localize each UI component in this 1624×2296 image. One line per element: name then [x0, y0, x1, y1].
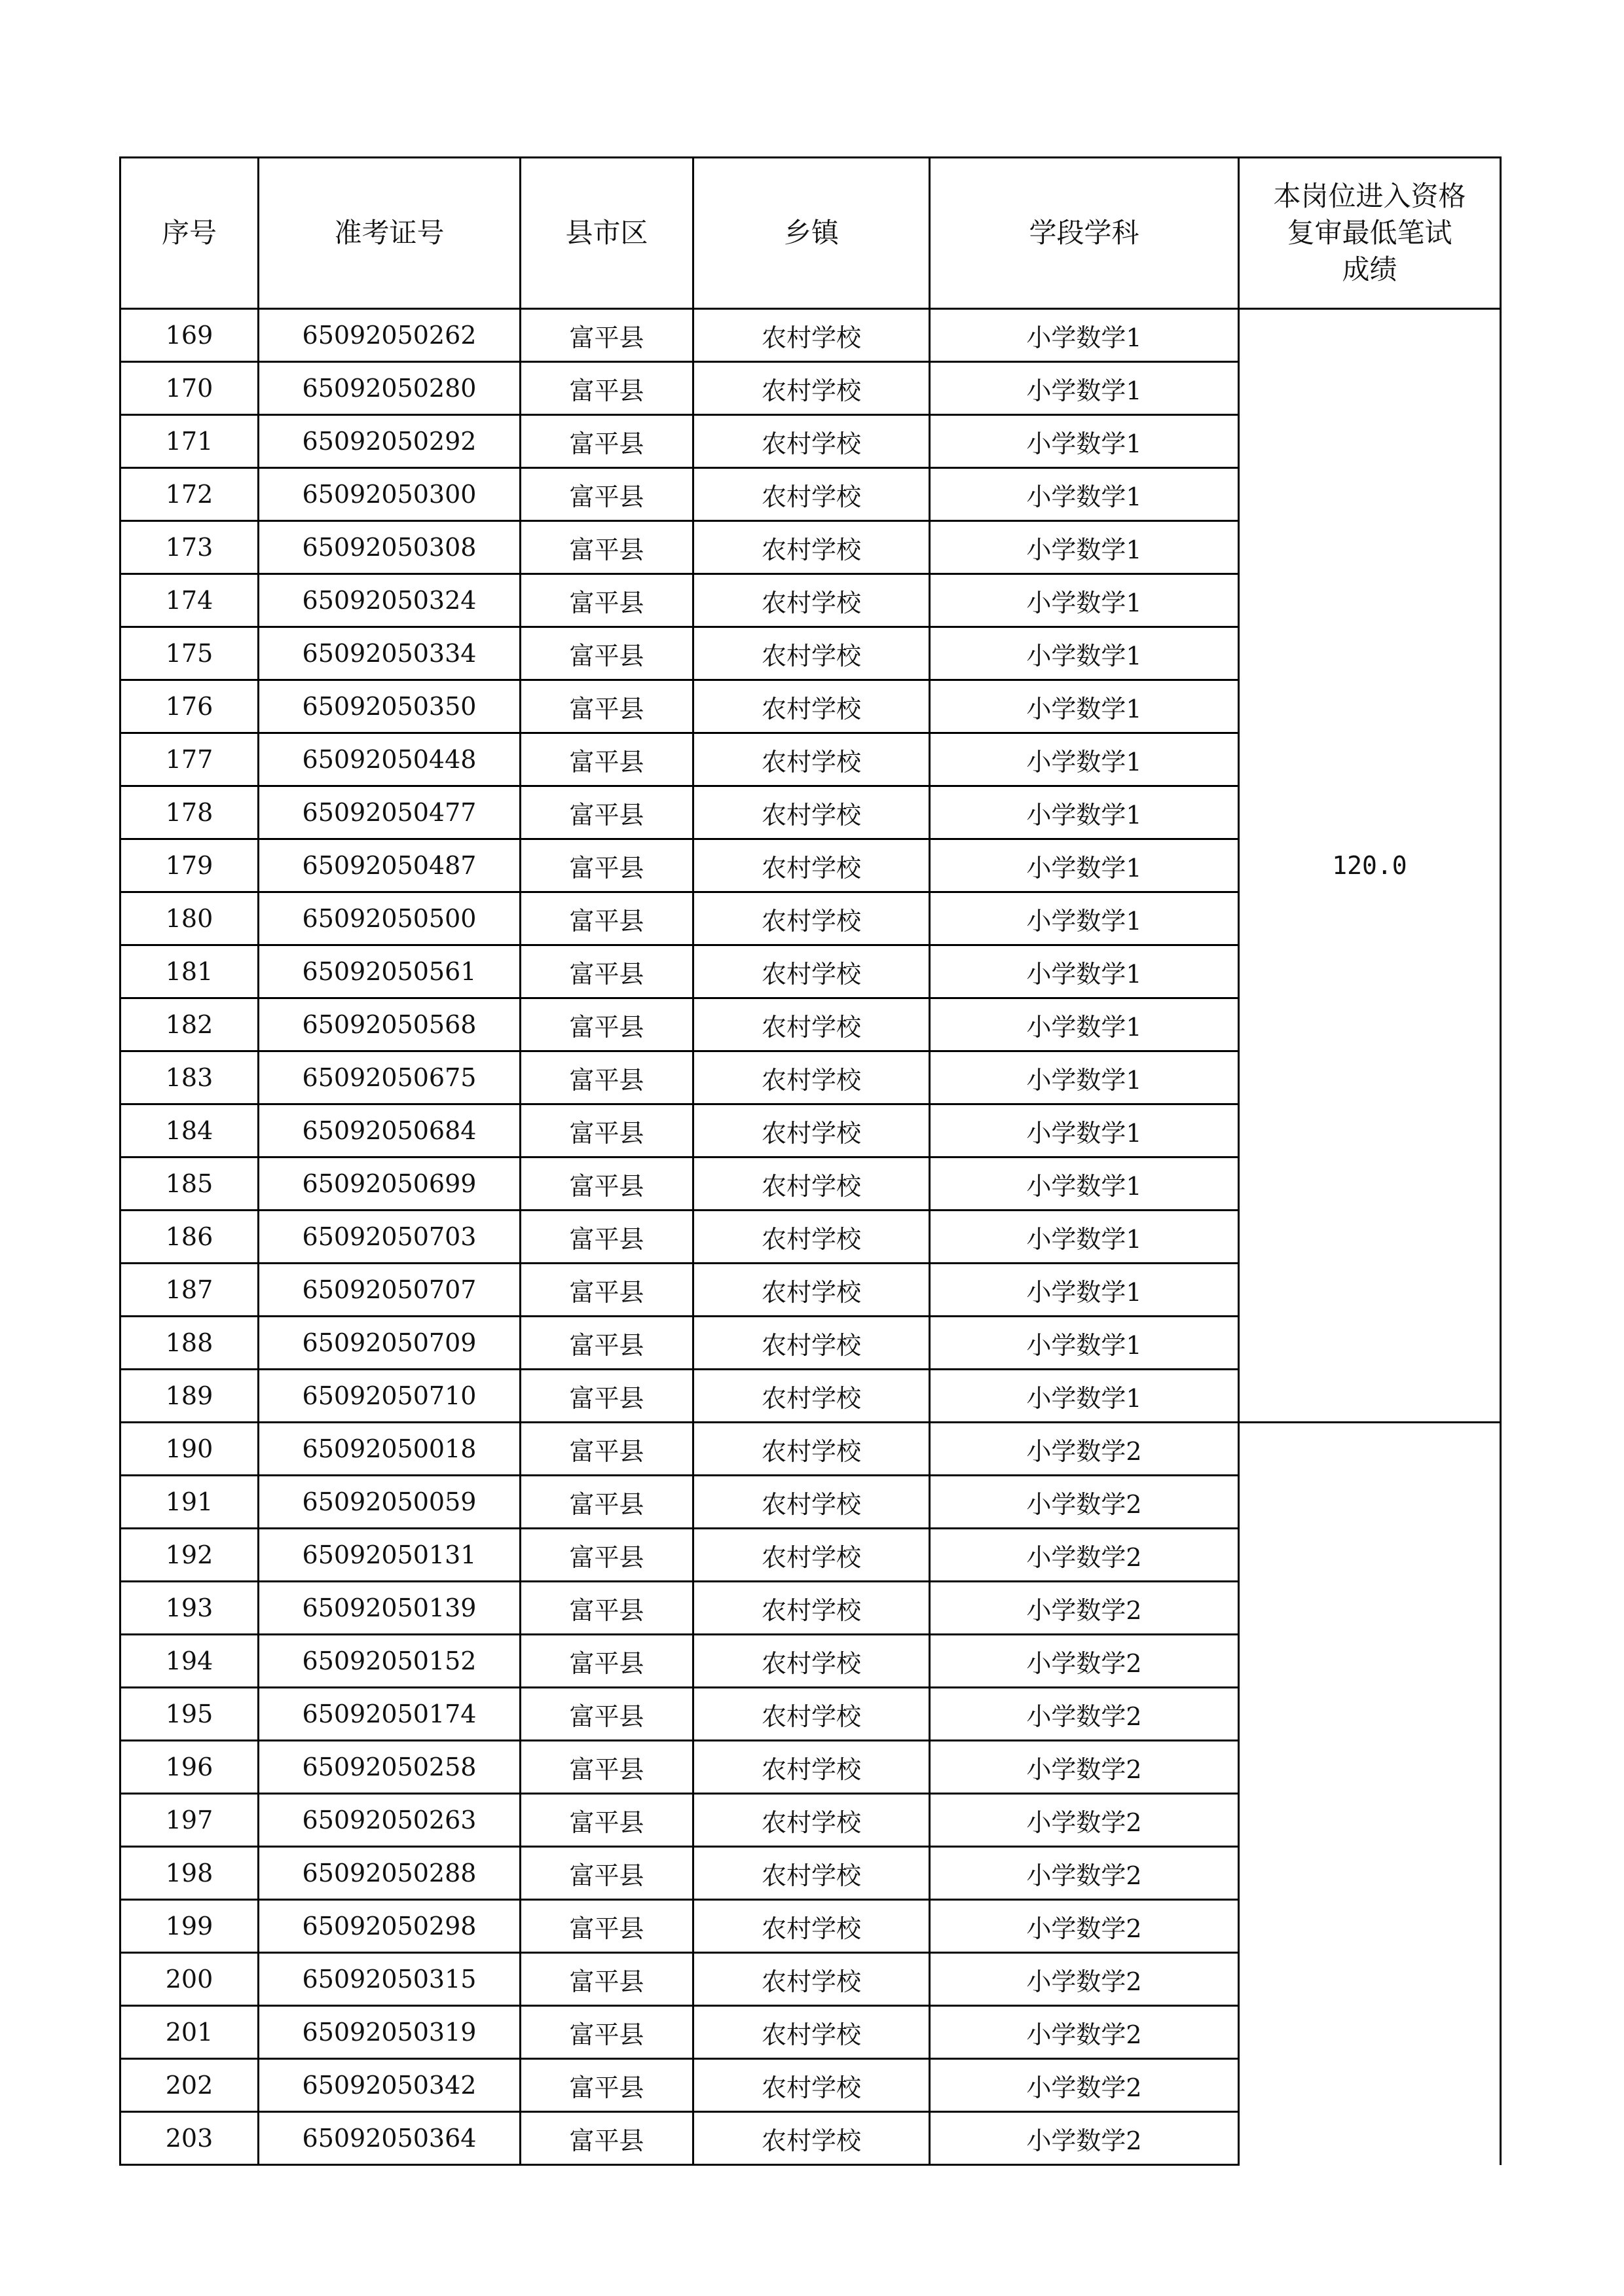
- header-min-score: [1239, 158, 1501, 309]
- header-min-score-line-1: 本岗位进入资格: [1273, 180, 1466, 212]
- cell-index: 202: [120, 2059, 259, 2112]
- cell-subject: 小学数学2: [930, 1741, 1239, 1794]
- cell-town: 农村学校: [693, 839, 930, 892]
- cell-town: 农村学校: [693, 627, 930, 680]
- cell-county: 富平县: [521, 1529, 693, 1582]
- cell-exam-id: 65092050288: [259, 1847, 521, 1900]
- cell-county: 富平县: [521, 839, 693, 892]
- cell-subject: 小学数学1: [930, 1317, 1239, 1370]
- cell-town: 农村学校: [693, 362, 930, 415]
- cell-exam-id: 65092050477: [259, 786, 521, 839]
- cell-index: 198: [120, 1847, 259, 1900]
- cell-exam-id: 65092050487: [259, 839, 521, 892]
- cell-county: 富平县: [521, 1582, 693, 1635]
- cell-exam-id: 65092050263: [259, 1794, 521, 1847]
- cell-subject: 小学数学1: [930, 627, 1239, 680]
- cell-county: 富平县: [521, 468, 693, 521]
- cell-subject: 小学数学1: [930, 574, 1239, 627]
- cell-subject: 小学数学1: [930, 786, 1239, 839]
- cell-index: 175: [120, 627, 259, 680]
- cell-index: 187: [120, 1264, 259, 1317]
- cell-exam-id: 65092050710: [259, 1370, 521, 1423]
- cell-exam-id: 65092050319: [259, 2006, 521, 2059]
- cell-exam-id: 65092050324: [259, 574, 521, 627]
- cell-exam-id: 65092050262: [259, 309, 521, 362]
- cell-exam-id: 65092050709: [259, 1317, 521, 1370]
- table-row: [120, 1423, 1501, 1476]
- cell-town: 农村学校: [693, 680, 930, 733]
- cell-county: 富平县: [521, 1635, 693, 1688]
- cell-index: 200: [120, 1953, 259, 2006]
- cell-exam-id: 65092050131: [259, 1529, 521, 1582]
- cell-index: 189: [120, 1370, 259, 1423]
- cell-index: 196: [120, 1741, 259, 1794]
- cell-min-score: [1239, 1423, 1501, 2165]
- cell-town: 农村学校: [693, 521, 930, 574]
- cell-index: 180: [120, 892, 259, 945]
- cell-subject: 小学数学2: [930, 1953, 1239, 2006]
- cell-index: 193: [120, 1582, 259, 1635]
- cell-index: 182: [120, 998, 259, 1051]
- cell-subject: 小学数学2: [930, 1635, 1239, 1688]
- cell-exam-id: 65092050059: [259, 1476, 521, 1529]
- cell-town: 农村学校: [693, 1264, 930, 1317]
- cell-county: 富平县: [521, 1370, 693, 1423]
- cell-county: 富平县: [521, 733, 693, 786]
- cell-county: 富平县: [521, 2006, 693, 2059]
- cell-subject: 小学数学2: [930, 2059, 1239, 2112]
- cell-exam-id: 65092050300: [259, 468, 521, 521]
- cell-subject: 小学数学1: [930, 998, 1239, 1051]
- cell-exam-id: 65092050364: [259, 2112, 521, 2165]
- cell-subject: 小学数学1: [930, 839, 1239, 892]
- header-exam-id: 准考证号: [259, 158, 521, 309]
- cell-town: 农村学校: [693, 415, 930, 468]
- cell-index: 192: [120, 1529, 259, 1582]
- cell-town: 农村学校: [693, 574, 930, 627]
- cell-index: 171: [120, 415, 259, 468]
- cell-subject: 小学数学2: [930, 1794, 1239, 1847]
- cell-town: 农村学校: [693, 1104, 930, 1157]
- cell-subject: 小学数学2: [930, 1582, 1239, 1635]
- cell-index: 201: [120, 2006, 259, 2059]
- cell-county: 富平县: [521, 680, 693, 733]
- cell-subject: 小学数学1: [930, 1370, 1239, 1423]
- header-county: 县市区: [521, 158, 693, 309]
- cell-subject: 小学数学1: [930, 309, 1239, 362]
- cell-town: 农村学校: [693, 1582, 930, 1635]
- cell-exam-id: 65092050350: [259, 680, 521, 733]
- cell-county: 富平县: [521, 1423, 693, 1476]
- header-row: [120, 158, 1501, 309]
- cell-town: 农村学校: [693, 2006, 930, 2059]
- cell-subject: 小学数学2: [930, 2112, 1239, 2165]
- cell-exam-id: 65092050707: [259, 1264, 521, 1317]
- cell-subject: 小学数学1: [930, 1264, 1239, 1317]
- cell-town: 农村学校: [693, 892, 930, 945]
- cell-index: 185: [120, 1157, 259, 1211]
- cell-index: 177: [120, 733, 259, 786]
- cell-index: 172: [120, 468, 259, 521]
- cell-index: 176: [120, 680, 259, 733]
- cell-county: 富平县: [521, 1264, 693, 1317]
- cell-town: 农村学校: [693, 309, 930, 362]
- cell-index: 191: [120, 1476, 259, 1529]
- cell-index: 197: [120, 1794, 259, 1847]
- cell-exam-id: 65092050174: [259, 1688, 521, 1741]
- cell-subject: 小学数学1: [930, 1051, 1239, 1104]
- cell-town: 农村学校: [693, 1051, 930, 1104]
- cell-subject: 小学数学2: [930, 2006, 1239, 2059]
- cell-exam-id: 65092050675: [259, 1051, 521, 1104]
- cell-index: 170: [120, 362, 259, 415]
- cell-exam-id: 65092050298: [259, 1900, 521, 1953]
- cell-index: 203: [120, 2112, 259, 2165]
- cell-subject: 小学数学2: [930, 1529, 1239, 1582]
- cell-index: 174: [120, 574, 259, 627]
- cell-county: 富平县: [521, 2059, 693, 2112]
- cell-exam-id: 65092050342: [259, 2059, 521, 2112]
- cell-county: 富平县: [521, 1476, 693, 1529]
- cell-min-score: 120.0: [1239, 309, 1501, 1423]
- cell-exam-id: 65092050684: [259, 1104, 521, 1157]
- cell-county: 富平县: [521, 362, 693, 415]
- cell-county: 富平县: [521, 309, 693, 362]
- cell-exam-id: 65092050292: [259, 415, 521, 468]
- cell-index: 199: [120, 1900, 259, 1953]
- cell-county: 富平县: [521, 1688, 693, 1741]
- cell-town: 农村学校: [693, 1529, 930, 1582]
- header-subject: 学段学科: [930, 158, 1239, 309]
- cell-subject: 小学数学1: [930, 362, 1239, 415]
- cell-county: 富平县: [521, 1317, 693, 1370]
- cell-town: 农村学校: [693, 1635, 930, 1688]
- cell-exam-id: 65092050258: [259, 1741, 521, 1794]
- cell-town: 农村学校: [693, 2059, 930, 2112]
- cell-town: 农村学校: [693, 1847, 930, 1900]
- cell-town: 农村学校: [693, 1688, 930, 1741]
- cell-town: 农村学校: [693, 1741, 930, 1794]
- cell-town: 农村学校: [693, 1953, 930, 2006]
- cell-index: 194: [120, 1635, 259, 1688]
- cell-exam-id: 65092050139: [259, 1582, 521, 1635]
- cell-town: 农村学校: [693, 786, 930, 839]
- cell-subject: 小学数学1: [930, 680, 1239, 733]
- cell-subject: 小学数学2: [930, 1423, 1239, 1476]
- cell-exam-id: 65092050308: [259, 521, 521, 574]
- cell-county: 富平县: [521, 786, 693, 839]
- cell-exam-id: 65092050500: [259, 892, 521, 945]
- cell-subject: 小学数学1: [930, 415, 1239, 468]
- cell-index: 173: [120, 521, 259, 574]
- cell-town: 农村学校: [693, 468, 930, 521]
- cell-index: 190: [120, 1423, 259, 1476]
- cell-town: 农村学校: [693, 945, 930, 998]
- cell-town: 农村学校: [693, 2112, 930, 2165]
- cell-county: 富平县: [521, 945, 693, 998]
- cell-county: 富平县: [521, 1157, 693, 1211]
- cell-exam-id: 65092050703: [259, 1211, 521, 1264]
- cell-subject: 小学数学1: [930, 1211, 1239, 1264]
- cell-index: 183: [120, 1051, 259, 1104]
- cell-county: 富平县: [521, 1847, 693, 1900]
- cell-county: 富平县: [521, 998, 693, 1051]
- cell-exam-id: 65092050448: [259, 733, 521, 786]
- cell-town: 农村学校: [693, 1370, 930, 1423]
- table-body: [120, 309, 1501, 2165]
- cell-county: 富平县: [521, 2112, 693, 2165]
- cell-subject: 小学数学1: [930, 1157, 1239, 1211]
- cell-subject: 小学数学2: [930, 1476, 1239, 1529]
- cell-town: 农村学校: [693, 1476, 930, 1529]
- cell-town: 农村学校: [693, 1900, 930, 1953]
- cell-index: 169: [120, 309, 259, 362]
- cell-exam-id: 65092050568: [259, 998, 521, 1051]
- cell-exam-id: 65092050699: [259, 1157, 521, 1211]
- cell-town: 农村学校: [693, 1794, 930, 1847]
- cell-county: 富平县: [521, 1794, 693, 1847]
- table-row: [120, 309, 1501, 362]
- cell-index: 184: [120, 1104, 259, 1157]
- header-min-score-line-3: 成绩: [1342, 253, 1397, 285]
- cell-subject: 小学数学1: [930, 468, 1239, 521]
- cell-town: 农村学校: [693, 998, 930, 1051]
- cell-exam-id: 65092050334: [259, 627, 521, 680]
- cell-town: 农村学校: [693, 1423, 930, 1476]
- cell-county: 富平县: [521, 1900, 693, 1953]
- cell-subject: 小学数学1: [930, 521, 1239, 574]
- cell-county: 富平县: [521, 892, 693, 945]
- cell-county: 富平县: [521, 415, 693, 468]
- cell-subject: 小学数学1: [930, 1104, 1239, 1157]
- cell-town: 农村学校: [693, 1211, 930, 1264]
- cell-subject: 小学数学1: [930, 892, 1239, 945]
- cell-exam-id: 65092050315: [259, 1953, 521, 2006]
- cell-subject: 小学数学2: [930, 1847, 1239, 1900]
- cell-subject: 小学数学1: [930, 733, 1239, 786]
- header-index: 序号: [120, 158, 259, 309]
- cell-index: 186: [120, 1211, 259, 1264]
- cell-index: 188: [120, 1317, 259, 1370]
- cell-exam-id: 65092050152: [259, 1635, 521, 1688]
- header-min-score-line-2: 复审最低笔试: [1287, 217, 1452, 249]
- cell-subject: 小学数学1: [930, 945, 1239, 998]
- cell-index: 178: [120, 786, 259, 839]
- cell-town: 农村学校: [693, 1157, 930, 1211]
- cell-county: 富平县: [521, 574, 693, 627]
- cell-exam-id: 65092050018: [259, 1423, 521, 1476]
- cell-exam-id: 65092050280: [259, 362, 521, 415]
- score-table: [119, 156, 1502, 2166]
- cell-town: 农村学校: [693, 733, 930, 786]
- cell-county: 富平县: [521, 627, 693, 680]
- cell-subject: 小学数学2: [930, 1900, 1239, 1953]
- cell-town: 农村学校: [693, 1317, 930, 1370]
- cell-county: 富平县: [521, 1741, 693, 1794]
- score-table-container: [119, 156, 1502, 2166]
- cell-index: 181: [120, 945, 259, 998]
- header-town: 乡镇: [693, 158, 930, 309]
- cell-index: 195: [120, 1688, 259, 1741]
- cell-county: 富平县: [521, 1051, 693, 1104]
- cell-subject: 小学数学2: [930, 1688, 1239, 1741]
- cell-county: 富平县: [521, 1104, 693, 1157]
- cell-county: 富平县: [521, 1953, 693, 2006]
- cell-index: 179: [120, 839, 259, 892]
- cell-county: 富平县: [521, 521, 693, 574]
- cell-county: 富平县: [521, 1211, 693, 1264]
- cell-exam-id: 65092050561: [259, 945, 521, 998]
